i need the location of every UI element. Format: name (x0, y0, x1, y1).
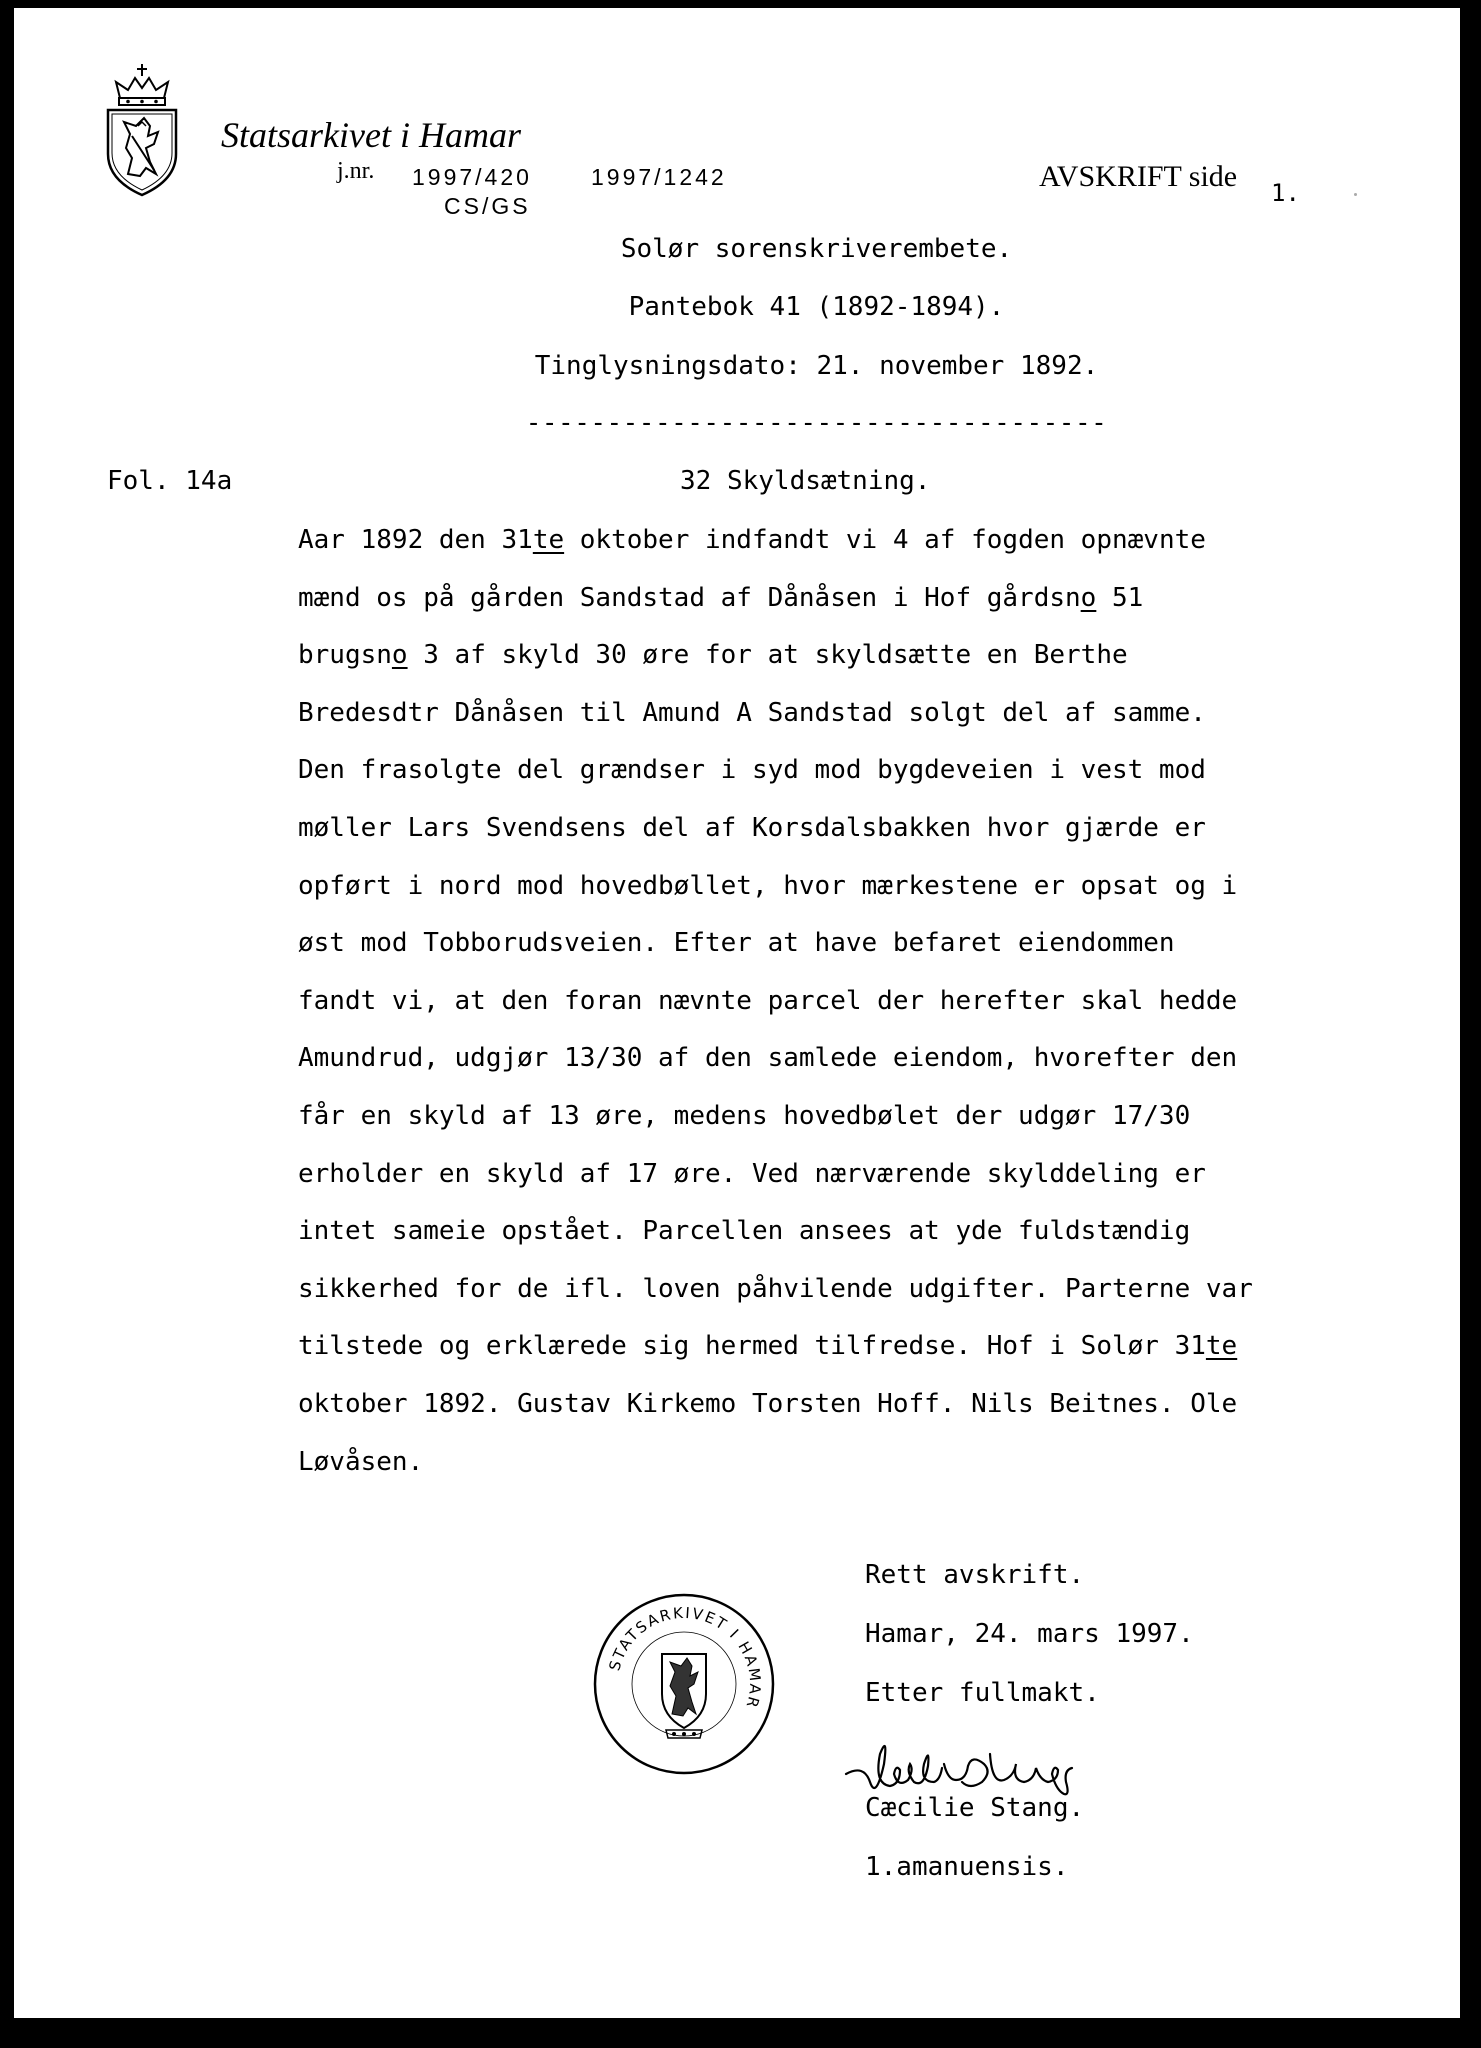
body-line: mænd os på gården Sandstad af Dånåsen i Hof gårdsno 51 (298, 582, 1144, 613)
handwritten-signature (844, 1724, 1104, 1804)
entry-heading: 32 Skyldsætning. (680, 466, 931, 496)
seal-text: STATSARKIVET I HAMAR (605, 1603, 765, 1712)
body-line: erholder en skyld af 17 øre. Ved nærværende skylddeling er (298, 1158, 1206, 1189)
body-line: tilstede og erklærede sig hermed tilfredse. Hof i Solør 31te (298, 1331, 1238, 1362)
journal-number-1: 1997/420 (412, 164, 532, 190)
body-line: oktober 1892. Gustav Kirkemo Torsten Hoff. Nils Beitnes. Ole (298, 1388, 1238, 1419)
body-line: Bredesdtr Dånåsen til Amund A Sandstad solgt del af samme. (298, 697, 1206, 728)
page-number: 1. (1271, 179, 1300, 207)
document-page (14, 8, 1460, 2018)
body-line: Den frasolgte del grændser i syd mod bygdeveien i vest mod (298, 755, 1206, 786)
body-line: øst mod Tobborudsveien. Efter at have befaret eiendommen (298, 928, 1175, 959)
folio-reference: Fol. 14a (107, 466, 233, 496)
norwegian-coat-of-arms-icon (102, 62, 182, 197)
body-line: opført i nord mod hovedbøllet, hvor mærkestene er opsat og i (298, 870, 1238, 901)
body-line: får en skyld af 13 øre, medens hovedbølet der udgør 17/30 (298, 1100, 1191, 1131)
body-line: brugsno 3 af skyld 30 øre for at skyldsætte en Berthe (298, 640, 1128, 671)
case-initials: CS/GS (444, 193, 531, 219)
archive-seal-stamp (592, 1592, 776, 1776)
body-line: intet sameie opstået. Parcellen ansees at yde fuldstændig (298, 1216, 1191, 1247)
journal-number-label: j.nr. (337, 158, 375, 184)
body-line: Amundrud, udgjør 13/30 af den samlede eiendom, hvorefter den (298, 1043, 1238, 1074)
signer-name: Cæcilie Stang. (865, 1793, 1085, 1823)
authority-line: Etter fullmakt. (865, 1678, 1100, 1708)
body-line: Aar 1892 den 31te oktober indfandt vi 4 af fogden opnævnte (298, 525, 1206, 555)
journal-number-2: 1997/1242 (591, 164, 727, 190)
body-line: fandt vi, at den foran nævnte parcel der herefter skal hedde (298, 985, 1238, 1016)
body-line: møller Lars Svendsens del af Korsdalsbakken hvor gjærde er (298, 812, 1206, 843)
archive-name: Statsarkivet i Hamar (221, 115, 521, 155)
certification-line: Rett avskrift. (865, 1560, 1085, 1590)
registration-date: Tinglysningsdato: 21. november 1892. (534, 351, 1099, 381)
signer-title: 1.amanuensis. (865, 1852, 1069, 1882)
body-line: sikkerhed for de ifl. loven påhvilende udgifter. Parterne var (298, 1273, 1253, 1304)
avskrift-label: AVSKRIFT side (1039, 160, 1238, 193)
separator-rule: ------------------------------------ (525, 408, 1108, 438)
entry-body (298, 525, 1253, 1504)
scan-speck (1354, 193, 1357, 196)
place-date-line: Hamar, 24. mars 1997. (865, 1619, 1194, 1649)
book-title: Pantebok 41 (1892-1894). (628, 292, 1005, 322)
seal-crest-icon (662, 1654, 706, 1738)
court-title: Solør sorenskriverembete. (620, 234, 1013, 264)
body-line: Løvåsen. (298, 1446, 424, 1477)
